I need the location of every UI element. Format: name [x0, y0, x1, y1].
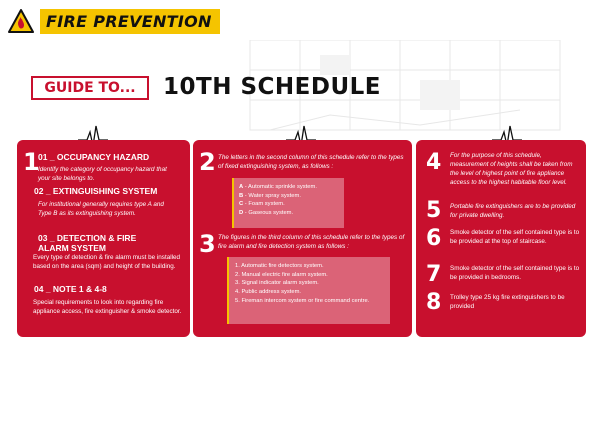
list-item: 4. Public address system.	[235, 289, 302, 296]
note-text: Smoke detector of the self contained type is to be provided in bedrooms.	[450, 265, 580, 282]
card-hazard-steps	[17, 140, 190, 337]
note-number: 2	[199, 148, 216, 176]
list-item-key: C	[239, 201, 244, 208]
list-item-key: A	[239, 184, 244, 190]
section-text: For institutional generally requires type A and Type B as its extinguishing system.	[38, 201, 164, 218]
section-heading: 03 _ DETECTION & FIRE ALARM SYSTEM	[38, 233, 137, 253]
list-item-text: - Water spray system.	[243, 192, 301, 199]
card-notes	[416, 140, 586, 337]
list-item	[239, 192, 339, 201]
list-item: 2. Manual electric fire alarm system.	[235, 271, 328, 278]
card-system-types	[193, 140, 412, 337]
brand-logo	[8, 8, 220, 34]
section-text: Special requirements to look into regarding fire appliance access, fire extinguisher & smoke detector.	[33, 299, 182, 316]
section-heading: 02 _ EXTINGUISHING SYSTEM	[34, 186, 158, 196]
alarm-system-list	[227, 257, 390, 324]
note-text: The figures in the third column of this schedule refer to the types of fire alarm and fire detection system as follows :	[218, 234, 405, 251]
list-item-key: D	[239, 210, 244, 217]
page-title: 10TH SCHEDULE	[163, 74, 381, 100]
fire-warning-icon	[8, 8, 34, 34]
extinguishing-list	[232, 178, 344, 228]
guide-label: GUIDE TO...	[31, 76, 149, 100]
note-number: 4	[426, 150, 442, 175]
note-number: 5	[426, 198, 442, 223]
list-item	[239, 200, 339, 209]
note-text: The letters in the second column of this schedule refer to the types of fixed extinguishing system, as follows :	[218, 154, 404, 171]
list-item-text: - Gaseous system.	[243, 210, 294, 217]
note-number: 7	[426, 262, 442, 287]
section-heading: 04 _ NOTE 1 & 4-8	[34, 284, 107, 294]
list-item: 1. Automatic fire detectors system.	[235, 263, 324, 269]
list-item-text: - Automatic sprinkle system.	[243, 184, 317, 190]
note-text: Trolley type 25 kg fire extinguishers to be provided	[450, 294, 565, 311]
section-heading: 01 _ OCCUPANCY HAZARD	[38, 152, 150, 162]
list-item	[239, 209, 339, 218]
note-text: Portable fire extinguishers are to be provided for private dwelling.	[450, 203, 576, 220]
section-text: Every type of detection & fire alarm must be installed based on the area (sqm) and height of the building.	[33, 254, 180, 271]
list-item	[239, 183, 339, 192]
logo-wordmark: FIRE PREVENTION	[40, 9, 220, 34]
note-number: 3	[199, 230, 216, 258]
note-text: Smoke detector of the self contained type is to be provided at the top of staircase.	[450, 229, 580, 246]
note-number: 8	[426, 290, 442, 315]
list-item-text: - Foam system.	[243, 201, 285, 208]
note-number: 6	[426, 226, 442, 251]
top-header	[0, 0, 600, 40]
step-number: 1	[23, 148, 40, 176]
section-text: Identify the category of occupancy hazard that your site belongs to.	[38, 166, 167, 183]
list-item-key: B	[239, 192, 244, 199]
note-text: For the purpose of this schedule, measurement of heights shall be taken from the level of highest point of fire appliance access to the highest habitable floor level.	[450, 152, 573, 187]
list-item: 5. Fireman intercom system or fire command centre.	[235, 297, 370, 304]
list-item: 3. Signal indicator alarm system.	[235, 280, 319, 287]
